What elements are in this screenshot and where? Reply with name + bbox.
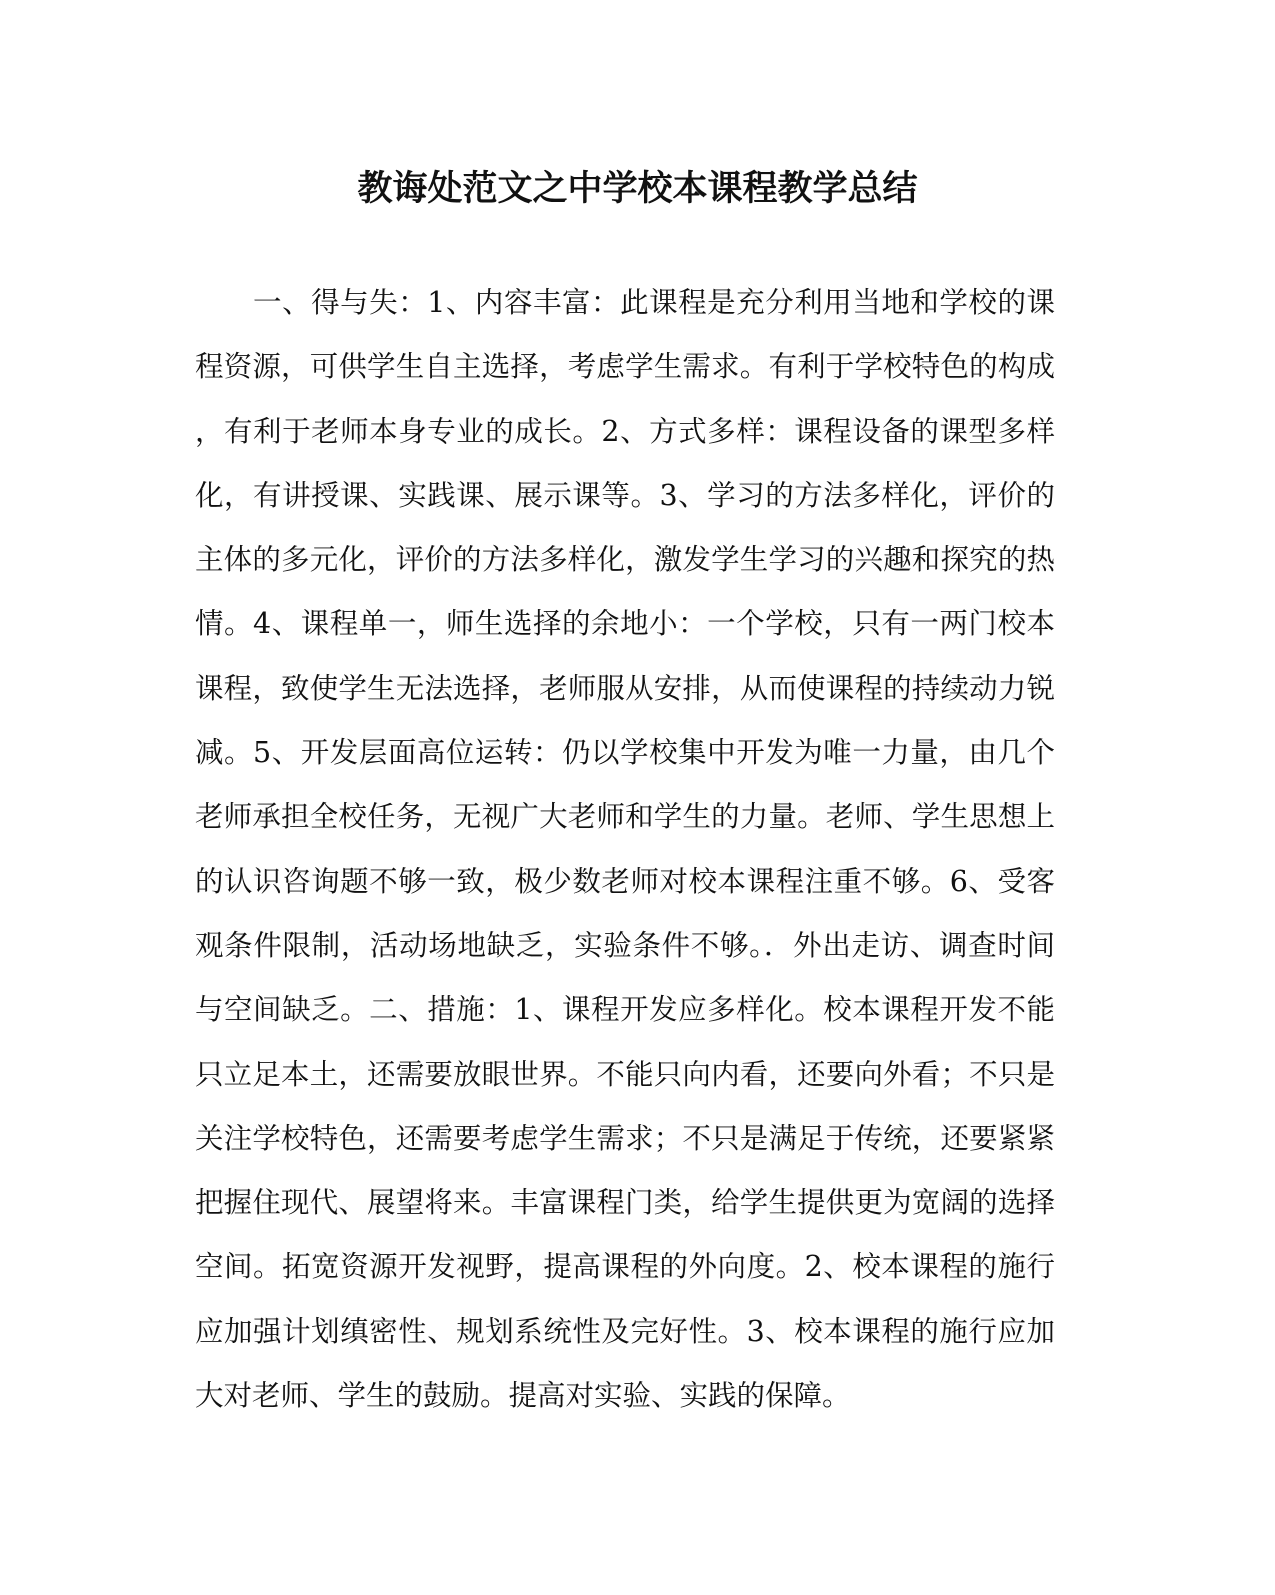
document-title: 教诲处范文之中学校本课程教学总结	[357, 168, 918, 209]
body-line: 一、得与失：1、内容丰富：此课程是充分利用当地和学校的课	[195, 286, 1055, 319]
body-line: 把握住现代、展望将来。丰富课程门类，给学生提供更为宽阔的选择	[195, 1186, 1055, 1220]
body-line: 情。4、课程单一，师生选择的余地小：一个学校，只有一两门校本	[195, 607, 1055, 641]
document-body	[195, 271, 1055, 1428]
body-line: 空间。拓宽资源开发视野，提高课程的外向度。2、校本课程的施行	[195, 1250, 1055, 1284]
body-line: ，有利于老师本身专业的成长。2、方式多样：课程设备的课型多样	[195, 414, 1055, 448]
body-line: 大对老师、学生的鼓励。提高对实验、实践的保障。	[195, 1379, 851, 1413]
body-line: 程资源，可供学生自主选择，考虑学生需求。有利于学校特色的构成	[195, 350, 1055, 384]
body-line: 主体的多元化，评价的方法多样化，激发学生学习的兴趣和探究的热	[195, 543, 1055, 577]
body-line: 减。5、开发层面高位运转：仍以学校集中开发为唯一力量，由几个	[195, 736, 1055, 770]
body-line: 观条件限制，活动场地缺乏，实验条件不够。．外出走访、调查时间	[195, 928, 1055, 962]
body-line: 化，有讲授课、实践课、展示课等。3、学习的方法多样化，评价的	[195, 478, 1055, 512]
body-line: 老师承担全校任务，无视广大老师和学生的力量。老师、学生思想上	[195, 800, 1055, 834]
body-line: 课程，致使学生无法选择，老师服从安排，从而使课程的持续动力锐	[195, 671, 1055, 705]
body-line: 的认识咨询题不够一致，极少数老师对校本课程注重不够。6、受客	[195, 864, 1055, 898]
body-line: 关注学校特色，还需要考虑学生需求；不只是满足于传统，还要紧紧	[195, 1121, 1055, 1155]
body-line: 只立足本土，还需要放眼世界。不能只向内看，还要向外看；不只是	[195, 1057, 1055, 1091]
body-line: 应加强计划缜密性、规划系统性及完好性。3、校本课程的施行应加	[195, 1314, 1055, 1348]
body-line: 与空间缺乏。二、措施：1、课程开发应多样化。校本课程开发不能	[195, 993, 1055, 1027]
